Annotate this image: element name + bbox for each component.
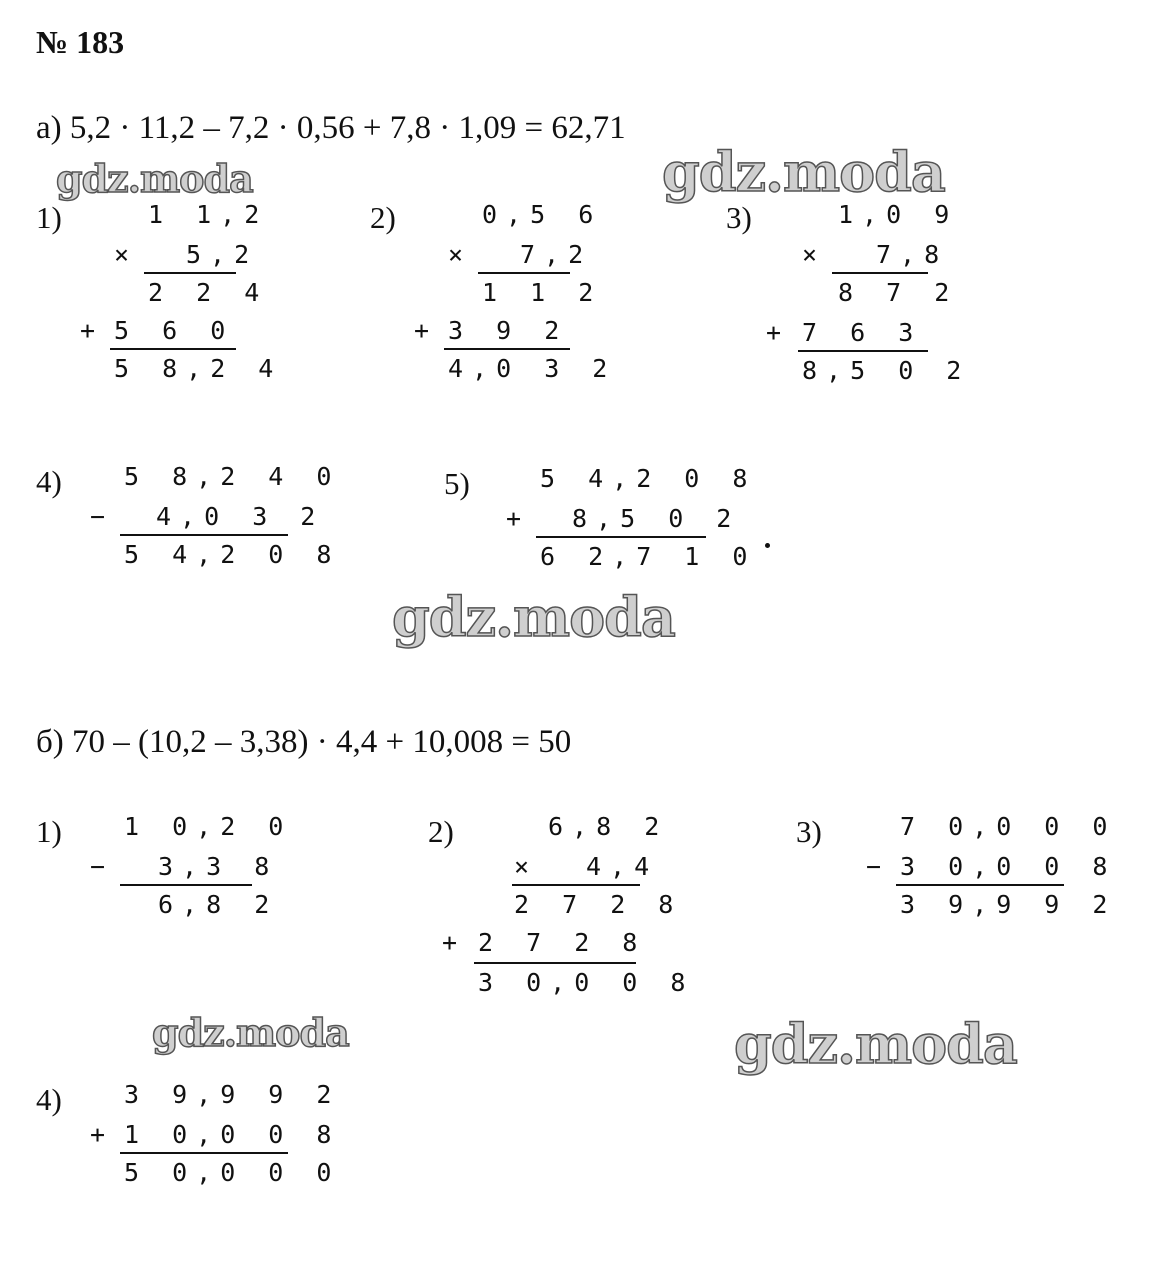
rule	[798, 350, 928, 352]
partial-2: 2 7 2 8	[478, 928, 647, 957]
watermark: gdz.moda	[662, 140, 945, 204]
plus-sign: +	[414, 316, 430, 345]
minuend: 5 8,2 4 0	[124, 462, 341, 491]
subtrahend: 3,3 8	[158, 852, 279, 881]
watermark: gdz.moda	[56, 156, 253, 201]
equation-a: а) 5,2 · 11,2 – 7,2 · 0,56 + 7,8 · 1,09 = 62,71	[36, 110, 626, 146]
rule	[536, 536, 706, 538]
factor-2: 7,8	[876, 240, 949, 269]
rule	[478, 272, 570, 274]
rule	[120, 884, 252, 886]
minuend: 7 0,0 0 0	[900, 812, 1117, 841]
watermark: gdz.moda	[152, 1010, 349, 1055]
result: 5 4,2 0 8	[124, 540, 341, 569]
partial-1: 1 1 2	[482, 278, 603, 307]
addend-2: 1 0,0 0 8	[124, 1120, 341, 1149]
step-label: 3)	[726, 200, 752, 235]
watermark: gdz.moda	[392, 585, 675, 649]
stray-dot	[765, 543, 770, 548]
factor-1: 6,8 2	[548, 812, 669, 841]
result: 5 0,0 0 0	[124, 1158, 341, 1187]
step-label: 4)	[36, 1082, 62, 1117]
step-label: 5)	[444, 466, 470, 501]
plus-sign: +	[766, 318, 782, 347]
factor-1: 1,0 9	[838, 200, 959, 229]
operator-sign: +	[506, 504, 522, 533]
subtrahend: 3 0,0 0 8	[900, 852, 1117, 881]
rule	[832, 272, 928, 274]
partial-2: 3 9 2	[448, 316, 569, 345]
step-label: 1)	[36, 200, 62, 235]
factor-2: 4,4	[586, 852, 659, 881]
rule	[120, 1152, 288, 1154]
operator-sign: −	[90, 852, 106, 881]
result: 6 2,7 1 0	[540, 542, 757, 571]
operator-sign: −	[866, 852, 882, 881]
problem-number: № 183	[36, 24, 125, 60]
equation-b: б) 70 – (10,2 – 3,38) · 4,4 + 10,008 = 50	[36, 724, 572, 760]
factor-2: 5,2	[186, 240, 259, 269]
result: 3 0,0 0 8	[478, 968, 695, 997]
partial-1: 2 2 4	[148, 278, 269, 307]
addend-1: 3 9,9 9 2	[124, 1080, 341, 1109]
rule	[110, 348, 236, 350]
step-label: 1)	[36, 814, 62, 849]
result: 8,5 0 2	[802, 356, 971, 385]
partial-2: 5 6 0	[114, 316, 235, 345]
result: 5 8,2 4	[114, 354, 283, 383]
rule	[120, 534, 288, 536]
factor-2: 7,2	[520, 240, 593, 269]
partial-2: 7 6 3	[802, 318, 923, 347]
plus-sign: +	[80, 316, 96, 345]
step-label: 2)	[370, 200, 396, 235]
minuend: 1 0,2 0	[124, 812, 293, 841]
plus-sign: +	[442, 928, 458, 957]
operator-sign: +	[90, 1120, 106, 1149]
step-label: 2)	[428, 814, 454, 849]
rule	[512, 884, 640, 886]
rule	[474, 962, 636, 964]
operator-sign: ×	[802, 240, 818, 269]
watermark: gdz.moda	[734, 1012, 1017, 1076]
factor-1: 0,5 6	[482, 200, 603, 229]
rule	[144, 272, 236, 274]
step-label: 4)	[36, 464, 62, 499]
rule	[896, 884, 1064, 886]
operator-sign: ×	[514, 852, 530, 881]
operator-sign: −	[90, 502, 106, 531]
step-label: 3)	[796, 814, 822, 849]
result: 4,0 3 2	[448, 354, 617, 383]
partial-1: 2 7 2 8	[514, 890, 683, 919]
addend-2: 8,5 0 2	[572, 504, 741, 533]
rule	[444, 348, 570, 350]
addend-1: 5 4,2 0 8	[540, 464, 757, 493]
partial-1: 8 7 2	[838, 278, 959, 307]
operator-sign: ×	[448, 240, 464, 269]
result: 3 9,9 9 2	[900, 890, 1117, 919]
result: 6,8 2	[158, 890, 279, 919]
subtrahend: 4,0 3 2	[156, 502, 325, 531]
operator-sign: ×	[114, 240, 130, 269]
factor-1: 1 1,2	[148, 200, 269, 229]
